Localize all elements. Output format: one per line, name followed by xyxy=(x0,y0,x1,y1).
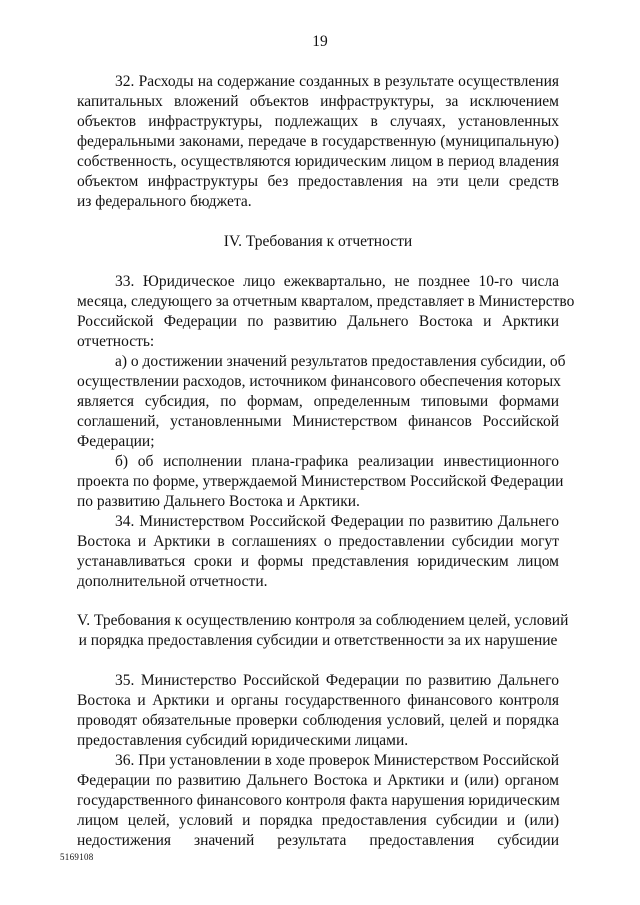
text-line: лицом целей, условий и порядка предоставления субсидии и (или) xyxy=(77,812,559,829)
footer-code: 5169108 xyxy=(60,852,94,862)
text-line: из федерального бюджета. xyxy=(77,193,252,210)
text-line: соглашений, установленными Министерством финансов Российской xyxy=(77,413,559,430)
text-line: Федерации по развитию Дальнего Востока и Арктики и (или) органом xyxy=(77,772,559,789)
text-line: месяца, следующего за отчетным кварталом, представляет в Министерство xyxy=(77,293,575,310)
text-line: объектов инфраструктуры, подлежащих в случаях, установленных xyxy=(77,113,559,130)
text-line: Востока и Арктики и органы государственного финансового контроля xyxy=(77,692,559,709)
text-line: федеральными законами, передаче в государственную (муниципальную) xyxy=(77,133,559,150)
page-number: 19 xyxy=(312,33,328,50)
text-line: отчетность: xyxy=(77,333,155,350)
text-line: а) о достижении значений результатов предоставления субсидии, об xyxy=(115,353,566,370)
text-line: собственность, осуществляются юридическим лицом в период владения xyxy=(77,153,559,170)
text-line: 33. Юридическое лицо ежеквартально, не позднее 10-го числа xyxy=(115,273,559,290)
text-line: б) об исполнении плана-графика реализации инвестиционного xyxy=(115,453,559,470)
text-line: Федерации; xyxy=(77,433,155,450)
text-line: 35. Министерство Российской Федерации по развитию Дальнего xyxy=(115,672,559,689)
text-line: дополнительной отчетности. xyxy=(77,573,268,590)
text-line: Российской Федерации по развитию Дальнего Востока и Арктики xyxy=(77,313,559,330)
text-line: проводят обязательные проверки соблюдения условий, целей и порядка xyxy=(77,712,559,729)
text-line: является субсидия, по формам, определенным типовыми формами xyxy=(77,393,559,410)
text-line: недостижения значений результата предоставления субсидии xyxy=(77,832,559,849)
text-line: предоставления субсидий юридическими лицами. xyxy=(77,732,409,749)
text-line: капитальных вложений объектов инфраструктуры, за исключением xyxy=(77,93,559,110)
text-line: объектом инфраструктуры без предоставления на эти цели средств xyxy=(77,173,559,190)
text-line: устанавливаться сроки и формы представления юридическим лицом xyxy=(77,553,559,570)
section-heading: и порядка предоставления субсидии и ответственности за их нарушение xyxy=(78,632,558,649)
text-line: по развитию Дальнего Востока и Арктики. xyxy=(77,493,360,510)
text-line: 32. Расходы на содержание созданных в результате осуществления xyxy=(115,73,559,90)
text-line: 36. При установлении в ходе проверок Министерством Российской xyxy=(115,752,559,769)
text-line: Востока и Арктики в соглашениях о предоставлении субсидии могут xyxy=(77,533,559,550)
section-heading: IV. Требования к отчетности xyxy=(223,233,413,250)
text-line: государственного финансового контроля факта нарушения юридическим xyxy=(77,792,560,809)
text-line: осуществлении расходов, источником финансового обеспечения которых xyxy=(77,373,561,390)
text-line: проекта по форме, утверждаемой Министерством Российской Федерации xyxy=(77,473,564,490)
text-line: 34. Министерством Российской Федерации по развитию Дальнего xyxy=(115,513,559,530)
section-heading: V. Требования к осуществлению контроля за соблюдением целей, условий xyxy=(77,612,569,629)
